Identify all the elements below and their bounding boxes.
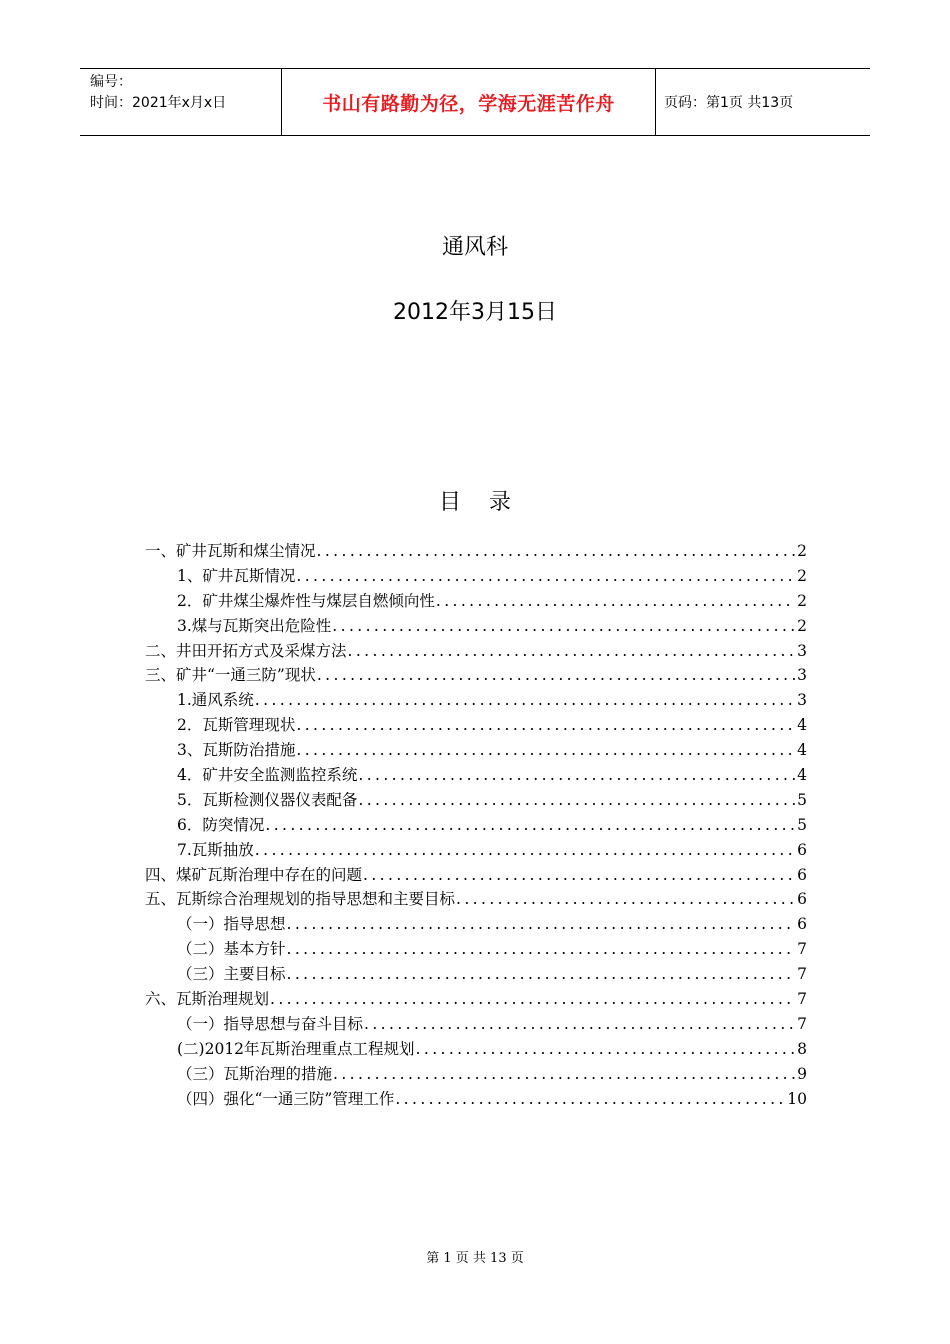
toc-page: 5 [797, 790, 807, 809]
toc-entry[interactable] [145, 1037, 807, 1062]
toc-page: 6 [797, 890, 807, 909]
toc-leader [287, 915, 796, 933]
toc-leader [296, 716, 795, 734]
toc-page: 10 [787, 1089, 807, 1108]
toc-page: 4 [797, 766, 807, 785]
toc-leader [436, 592, 795, 610]
toc-label: 1、矿井瓦斯情况 [177, 566, 296, 585]
toc-leader [358, 766, 795, 784]
toc-label: 4．矿井安全监测监控系统 [177, 766, 358, 785]
toc-leader [265, 816, 795, 834]
table-of-contents [145, 539, 807, 1111]
toc-page: 2 [797, 591, 807, 610]
toc-leader [255, 691, 795, 709]
toc-page: 5 [797, 815, 807, 834]
toc-entry[interactable] [145, 1062, 807, 1087]
toc-leader [287, 965, 796, 983]
toc-page: 2 [797, 616, 807, 635]
toc-page: 7 [797, 940, 807, 959]
toc-leader [287, 940, 796, 958]
toc-leader [296, 741, 795, 759]
toc-leader [332, 617, 795, 635]
date-label: 时间：2021年x月x日 [90, 95, 227, 111]
toc-entry[interactable] [145, 1087, 807, 1112]
toc-label: 2．瓦斯管理现状 [177, 716, 296, 735]
toc-page: 6 [797, 840, 807, 859]
toc-page: 4 [797, 741, 807, 760]
toc-entry[interactable] [145, 738, 807, 763]
toc-entry[interactable] [145, 987, 807, 1012]
toc-leader [317, 542, 796, 560]
page-footer: 第 1 页 共 13 页 [426, 1251, 524, 1266]
toc-label: 3、瓦斯防治措施 [177, 741, 296, 760]
toc-page: 2 [797, 542, 807, 560]
toc-entry[interactable] [145, 788, 807, 813]
toc-label: （三）主要目标 [177, 965, 286, 984]
toc-page: 3 [797, 691, 807, 710]
toc-entry[interactable] [145, 663, 807, 688]
toc-leader [348, 642, 796, 660]
toc-label: 六、瓦斯治理规划 [145, 990, 270, 1009]
toc-leader [296, 567, 795, 585]
toc-label: （一）指导思想 [177, 915, 286, 934]
toc-entry[interactable] [145, 539, 807, 564]
toc-label: 五、瓦斯综合治理规划的指导思想和主要目标 [145, 890, 456, 909]
toc-entry[interactable] [145, 564, 807, 589]
toc-leader [416, 1040, 796, 1058]
toc-label: 6．防突情况 [177, 815, 265, 834]
page-header [80, 68, 870, 136]
toc-page: 9 [797, 1064, 807, 1083]
toc-page: 7 [797, 965, 807, 984]
toc-entry[interactable] [145, 1012, 807, 1037]
toc-page: 7 [797, 990, 807, 1009]
toc-label: (二)2012年瓦斯治理重点工程规划 [177, 1039, 415, 1058]
toc-entry[interactable] [145, 813, 807, 838]
toc-leader [255, 841, 795, 859]
toc-page: 8 [797, 1039, 807, 1058]
header-motto: 书山有路勤为径，学海无涯苦作舟 [282, 69, 656, 135]
toc-leader [333, 1065, 795, 1083]
toc-label: （三）瓦斯治理的措施 [177, 1064, 333, 1083]
toc-label: 一、矿井瓦斯和煤尘情况 [145, 542, 316, 560]
toc-entry[interactable] [145, 937, 807, 962]
toc-label: 2．矿井煤尘爆炸性与煤层自燃倾向性 [177, 591, 435, 610]
toc-label: （四）强化“一通三防”管理工作 [177, 1089, 395, 1108]
toc-leader [270, 990, 795, 1008]
number-label: 编号： [90, 74, 132, 90]
toc-entry[interactable] [145, 887, 807, 912]
toc-leader [364, 1015, 795, 1033]
toc-entry[interactable] [145, 838, 807, 863]
toc-leader [363, 866, 795, 884]
toc-entry[interactable] [145, 589, 807, 614]
toc-page: 2 [797, 566, 807, 585]
cover-date: 2012年3月15日 [393, 300, 557, 325]
toc-leader [317, 666, 795, 684]
toc-entry[interactable] [145, 614, 807, 639]
toc-entry[interactable] [145, 912, 807, 937]
toc-title: 目录 [438, 490, 539, 515]
toc-label: 7.瓦斯抽放 [177, 840, 254, 859]
toc-leader [395, 1090, 785, 1108]
toc-label: 3.煤与瓦斯突出危险性 [177, 616, 332, 635]
header-meta [80, 69, 282, 135]
header-page-info: 页码：第1页 共13页 [664, 95, 794, 111]
toc-entry[interactable] [145, 688, 807, 713]
toc-leader [358, 791, 795, 809]
toc-leader [456, 890, 795, 908]
toc-entry[interactable] [145, 713, 807, 738]
toc-label: 四、煤矿瓦斯治理中存在的问题 [145, 865, 363, 884]
toc-entry[interactable] [145, 863, 807, 888]
toc-label: 二、井田开拓方式及采煤方法 [145, 641, 347, 660]
toc-page: 3 [797, 666, 807, 685]
toc-page: 3 [797, 641, 807, 660]
toc-label: 三、矿井“一通三防”现状 [145, 666, 316, 685]
toc-page: 6 [797, 865, 807, 884]
toc-label: 5．瓦斯检测仪器仪表配备 [177, 790, 358, 809]
toc-page: 6 [797, 915, 807, 934]
toc-entry[interactable] [145, 763, 807, 788]
toc-entry[interactable] [145, 962, 807, 987]
department-title: 通风科 [441, 235, 508, 260]
toc-label: （二）基本方针 [177, 940, 286, 959]
toc-label: 1.通风系统 [177, 691, 254, 710]
toc-label: （一）指导思想与奋斗目标 [177, 1014, 364, 1033]
toc-page: 7 [797, 1014, 807, 1033]
toc-page: 4 [797, 716, 807, 735]
toc-entry[interactable] [145, 639, 807, 664]
